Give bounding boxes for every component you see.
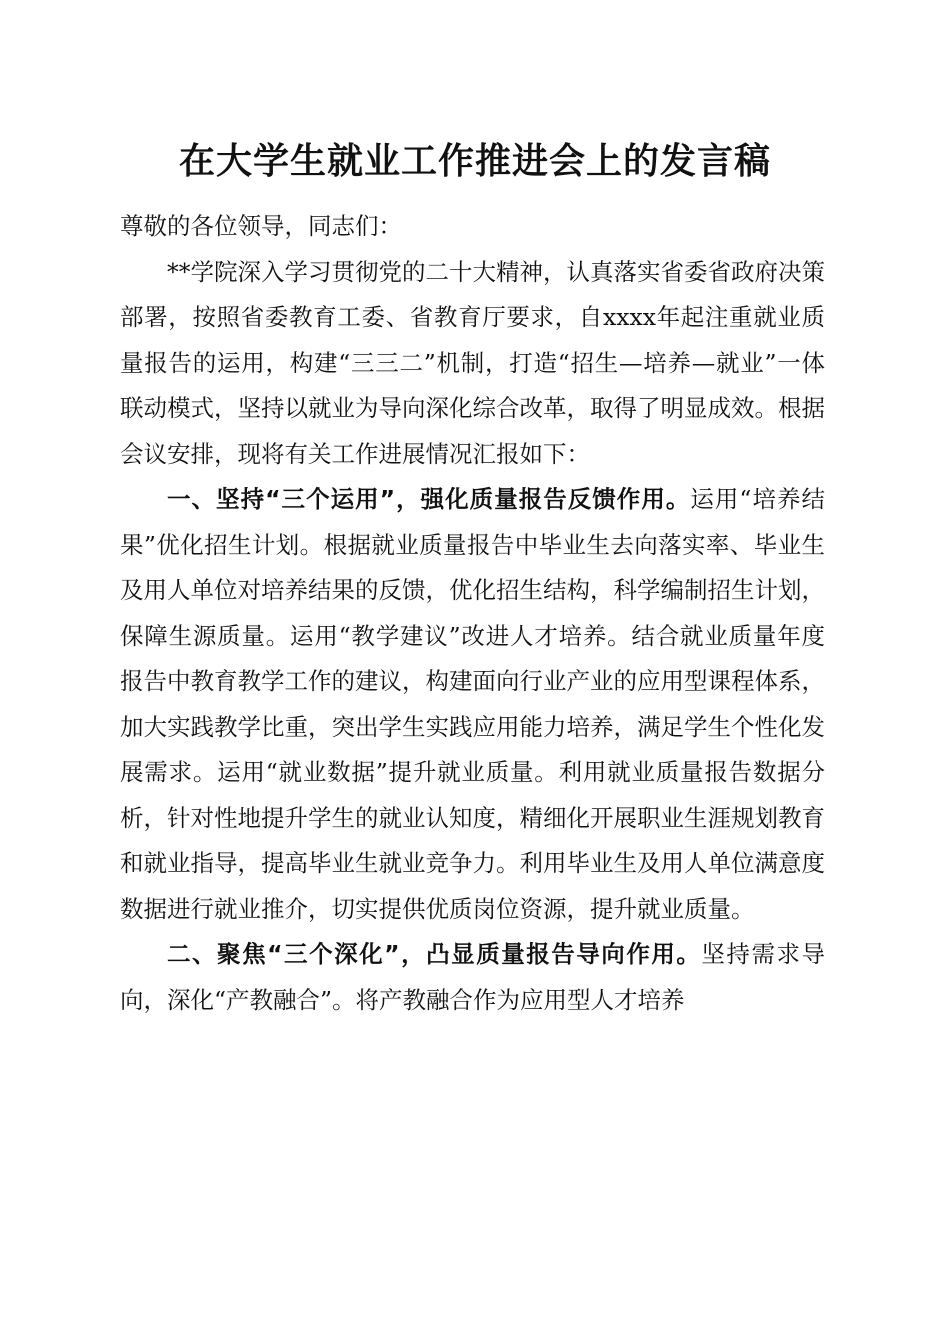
section-1-paragraph xyxy=(120,477,825,932)
section-1-text: 运用“培养结果”优化招生计划。根据就业质量报告中毕业生去向落实率、毕业生及用人单位对培养结果的反馈，优化招生结构，科学编制招生计划，保障生源质量。运用“教学建议”改进人才培养。结合就业质量年度报告中教育教学工作的建议，构建面向行业产业的应用型课程体系，加大实践教学比重，突出学生实践应用能力培养，满足学生个性化发展需求。运用“就业数据”提升就业质量。利用就业质量报告数据分析，针对性地提升学生的就业认知度，精细化开展职业生涯规划教育和就业指导，提高毕业生就业竞争力。利用毕业生及用人单位满意度数据进行就业推介，切实提供优质岗位资源，提升就业质量。 xyxy=(120,485,825,923)
section-2-heading: 二、聚焦“三个深化”，凸显质量报告导向作用。 xyxy=(167,940,702,968)
document-body xyxy=(120,204,825,1023)
intro-paragraph: **学院深入学习贯彻党的二十大精神，认真落实省委省政府决策部署，按照省委教育工委、省教育厅要求，自xxxx年起注重就业质量报告的运用，构建“三三二”机制，打造“招生—培养—就业”一体联动模式，坚持以就业为导向深化综合改革，取得了明显成效。根据会议安排，现将有关工作进展情况汇报如下： xyxy=(120,257,825,468)
section-1-heading: 一、坚持“三个运用”，强化质量报告反馈作用。 xyxy=(167,485,691,513)
document-title: 在大学生就业工作推进会上的发言稿 xyxy=(178,140,771,182)
section-2-text: 坚持需求导向，深化“产教融合”。将产教融合作为应用型人才培养 xyxy=(120,940,825,1014)
salutation: 尊敬的各位领导，同志们： xyxy=(120,212,402,240)
section-2-paragraph xyxy=(120,932,825,1023)
